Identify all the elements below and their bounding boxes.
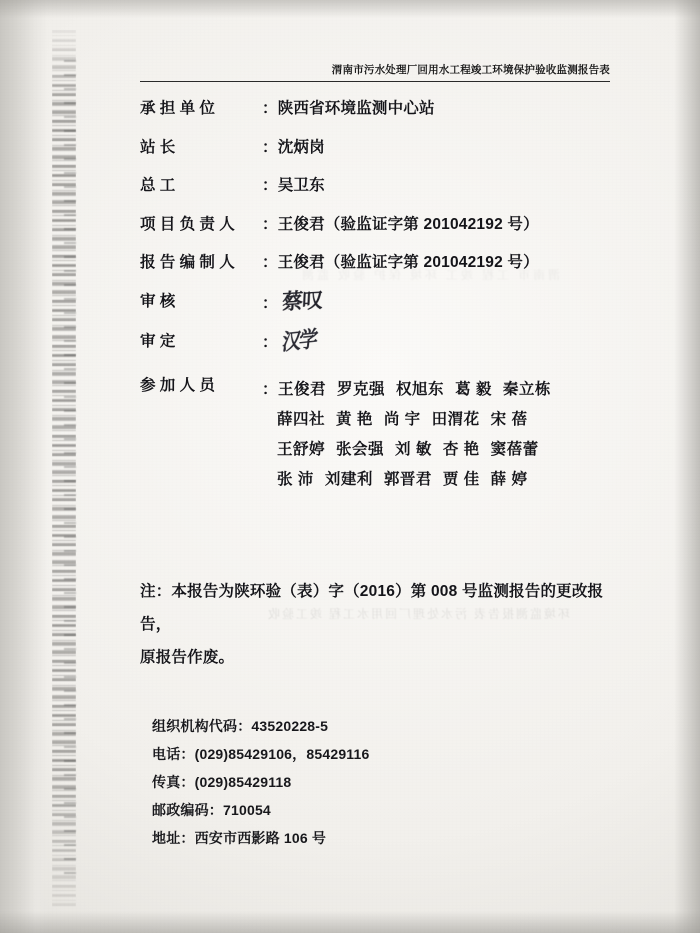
participants-list [262,375,620,495]
field-value: ：陕西省环境监测中心站 [262,100,435,117]
field-row-reviewer [140,287,620,314]
page-edge-shadow-bottom [0,911,700,933]
field-value-with-signature [262,287,620,314]
participant-name: 薛四社 [277,411,326,428]
participant-name: 薛 婷 [490,471,528,488]
reviewer-signature: 蔡叹 [281,287,323,314]
field-label: 承 担 单 位 [140,100,215,117]
field-list [140,98,620,513]
field-value: ：王俊君（验监证字第 201042192 号） [262,215,539,233]
field-value: ：沈炳岗 [262,138,325,156]
field-colon: ： [262,334,278,351]
participant-name: 秦立栋 [502,381,551,398]
bleed-through-text-lower: 环境监测报告表 污水处理厂回用水工程 竣工验收 [265,607,570,621]
field-colon: ： [262,294,278,312]
participant-name: 张 沛 [277,471,314,488]
contact-block [152,712,592,852]
field-value-with-signature [262,327,620,356]
revision-note-line-1: 注：本报告为陕环验（表）字（2016）第 008 号监测报告的更改报告， [140,583,604,633]
participants-line-2 [262,405,620,435]
field-label: 审 定 [140,333,176,350]
participants-colon: ： [262,381,279,398]
field-value: ：王俊君（验监证字第 201042192 号） [262,254,539,271]
field-row-chief-engineer [140,175,620,196]
participants-line-4 [262,465,620,495]
participant-name: 郭晋君 [383,471,432,488]
bleed-through-text-upper: 渭南市 工程 竣工 环境 保护 验收 监测 [298,268,560,282]
field-row-undertaking-unit [140,98,620,119]
contact-address: 地址：西安市西影路 106 号 [152,830,327,846]
participant-name: 宋 蓓 [490,411,528,428]
participant-name: 杏 艳 [442,441,480,458]
field-label: 项 目 负 责 人 [140,215,235,233]
participants-row [140,375,620,495]
field-value: ：吴卫东 [262,177,325,194]
approver-signature: 汉学 [281,327,318,356]
participant-name: 权旭东 [396,381,445,398]
field-label: 报 告 编 制 人 [140,254,235,271]
running-header-title: 渭南市污水处理厂回用水工程竣工环境保护验收监测报告表 [331,64,610,76]
participant-name: 窦蓓蕾 [490,441,539,458]
participant-name: 贾 佳 [442,471,480,488]
participant-name: 田渭花 [431,411,480,428]
participant-name: 刘建利 [324,471,373,488]
field-row-report-author [140,252,620,273]
participant-name: 王舒婷 [277,441,326,458]
participant-name: 刘 敏 [395,441,432,458]
participant-name: 尚 宇 [383,411,421,428]
participant-name: 王俊君 [278,381,327,398]
page-edge-shadow-right [674,0,700,933]
field-row-approver [140,327,620,356]
field-row-station-director [140,137,620,158]
contact-fax: 传真：(029)85429118 [152,774,292,790]
contact-phone: 电话：(029)85429106，85429116 [152,746,370,762]
revision-note-line-2: 原报告作废。 [140,649,235,666]
participants-line-1 [262,375,620,405]
participants-label: 参 加 人 员 [140,377,215,394]
participant-name: 张会强 [336,441,385,458]
participant-name: 黄 艳 [336,411,373,428]
field-label: 站 长 [140,138,176,156]
contact-postcode: 邮政编码：710054 [152,802,271,818]
field-row-project-leader [140,214,620,235]
running-header [140,62,610,82]
field-label: 总 工 [140,177,176,194]
contact-org-code: 组织机构代码：43520228-5 [152,718,329,734]
header-rule [140,81,610,82]
participant-name: 葛 毅 [455,381,492,398]
field-label: 审 核 [140,292,176,310]
participant-name: 罗克强 [337,381,386,398]
page-edge-shadow-top [0,0,700,18]
participants-line-3 [262,435,620,465]
revision-note [140,575,610,674]
